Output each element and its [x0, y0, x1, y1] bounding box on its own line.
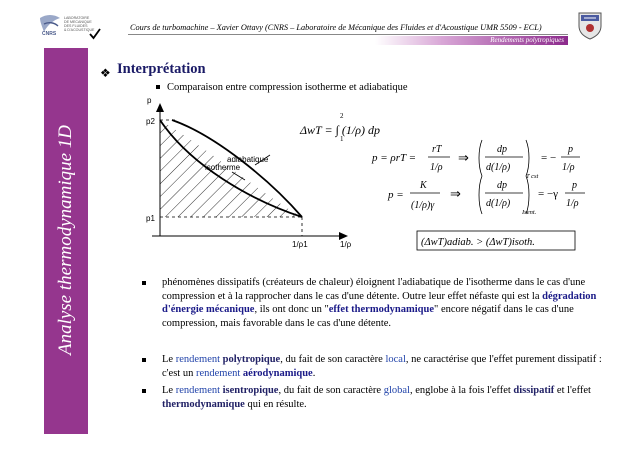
bullet-isentropic — [138, 384, 608, 411]
isotherm-frac-den: 1/ρ — [430, 162, 443, 173]
isentropic-subscript: Isent. — [522, 209, 537, 216]
y-axis-arrow — [156, 103, 164, 112]
isotherm-paren-right — [526, 140, 529, 176]
work-integral-lower: 1 — [340, 135, 344, 143]
isotherm-frac-num: rT — [432, 144, 442, 155]
isentropic-frac-num: K — [420, 180, 427, 191]
isotherm-deriv-den: d(1/ρ) — [486, 162, 511, 173]
x-axis-arrow — [339, 232, 348, 240]
chapter-band-label: Rendements polytropiques — [490, 36, 564, 44]
tick-p1: p1 — [146, 214, 155, 223]
sidebar-title: Analyse thermodynamique 1D — [55, 124, 76, 356]
square-bullet-icon — [142, 358, 146, 362]
diamond-bullet-icon: ❖ — [100, 66, 111, 80]
x-axis-label: 1/ρ — [340, 240, 352, 249]
work-equation: ΔwT = ∫ (1/ρ) dp — [300, 123, 380, 137]
isotherm-rhs: = − — [541, 152, 557, 164]
tick-rho1: 1/ρ1 — [292, 240, 308, 249]
adiabatic-label: adiabatique — [227, 155, 269, 164]
isotherm-deriv-num: dp — [497, 144, 507, 155]
isentropic-deriv-num: dp — [497, 180, 507, 191]
isentropic-paren-left — [479, 176, 482, 214]
bullet-isentropic-text: Le rendement isentropique, du fait de son caractère global, englobe à la fois l'effet dissipatif et l'effet thermodynamique qui en résulte. — [162, 385, 591, 410]
intro-bullet-text: Comparaison entre compression isotherme et adiabatique — [167, 82, 408, 93]
tick-p2: p2 — [146, 117, 155, 126]
svg-text:CNRS: CNRS — [42, 31, 57, 36]
section-title: Interprétation — [117, 61, 206, 77]
implies-arrow-2: ⇒ — [450, 186, 461, 201]
isotherm-lhs: p = ρrT = — [372, 152, 417, 164]
isentropic-lhs: p = — [388, 189, 404, 201]
isotherm-label: isotherme — [205, 163, 241, 172]
bullet-polytropic — [138, 353, 608, 380]
isentropic-rhs-den: 1/ρ — [566, 198, 579, 209]
bullet-dissipation — [138, 276, 608, 330]
isotherm-rhs-den: 1/ρ — [562, 162, 575, 173]
isentropic-rhs-num: p — [572, 180, 577, 191]
bullet-polytropic-text: Le rendement polytropique, du fait de son caractère local, ne caractérise que l'effet purement dissipatif : c'est un rendement aérodynamique. — [162, 354, 602, 379]
work-integral-upper: 2 — [340, 112, 344, 120]
square-bullet-icon — [142, 389, 146, 393]
isentropic-deriv-den: d(1/ρ) — [486, 198, 511, 209]
isentropic-rhs: = −γ — [538, 188, 559, 200]
course-title: Cours de turbomachine – Xavier Ottavy (CNRS – Laboratoire de Mécanique des Fluides et d'Acoustique UMR 5509 - ECL) — [130, 23, 542, 32]
isotherm-paren-left — [479, 140, 482, 176]
isotherm-subscript: T cst — [526, 173, 539, 180]
isotherm-rhs-num: p — [568, 144, 573, 155]
implies-arrow-1: ⇒ — [458, 150, 469, 165]
bullet-dissipation-text: phénomènes dissipatifs (créateurs de chaleur) éloignent l'adiabatique de l'isotherme dans le cas d'une compression et à la rapprocher dans le cas d'une détente. Outre leur effet néfaste qui est la dégradation d'énergie mécanique, ils ont donc un "effet thermodynamique" encore négatif dans le cas d'une compression, mais favorable dans le cas d'une détente. — [162, 277, 597, 329]
isentropic-frac-den: (1/ρ)γ — [411, 200, 435, 211]
y-axis-label: p — [147, 96, 152, 105]
square-bullet-icon — [142, 281, 146, 285]
lab-name-text: LABORATOIRE DE MECANIQUE DES FLUIDES & D'ACOUSTIQUE — [64, 16, 95, 32]
result-equation: (ΔwT)adiab. > (ΔwT)isoth. — [421, 237, 535, 248]
